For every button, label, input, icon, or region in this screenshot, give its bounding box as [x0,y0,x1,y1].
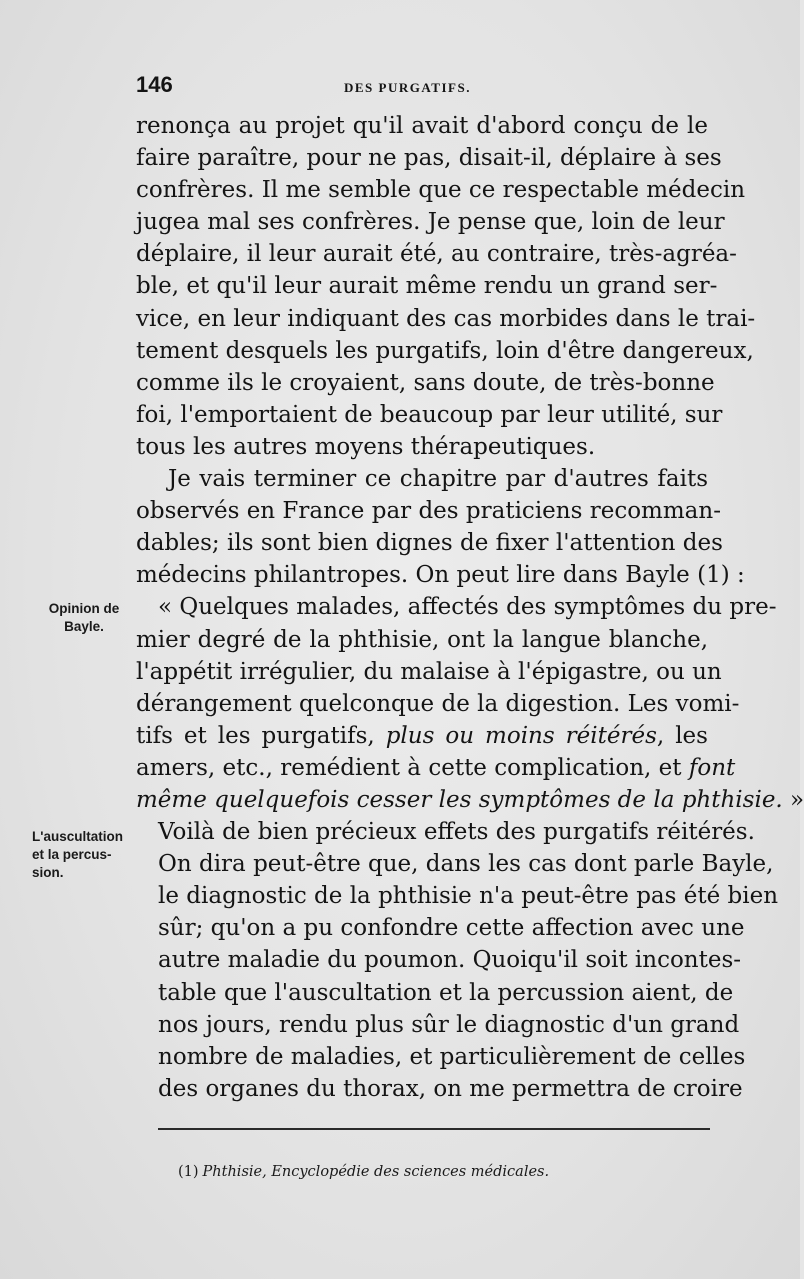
text-line: table que l'auscultation et la percussion aient, de [158,979,734,1006]
footnote-marker: (1) [178,1164,199,1180]
text-line [136,784,804,816]
text-segment: tifs et les purgatifs, [136,722,386,749]
text-line: ble, et qu'il leur aurait même rendu un grand ser- [136,273,718,300]
text-line: vice, en leur indiquant des cas morbides dans le trai- [136,305,756,332]
text-line: tement desquels les purgatifs, loin d'être dangereux, [136,337,754,364]
margin-note-line: Opinion de [48,601,120,616]
text-line: foi, l'emportaient de beaucoup par leur utilité, sur [136,401,723,428]
page-header [136,72,696,102]
running-head: DES PURGATIFS. [344,80,471,95]
text-line: confrères. Il me semble que ce respectable médecin [136,177,746,204]
margin-note-opinion-bayle [34,600,134,636]
text-line: le diagnostic de la phthisie n'a peut-être pas été bien [158,883,779,910]
margin-note-line: sion. [32,865,64,880]
text-line: déplaire, il leur aurait été, au contraire, très-agréa- [136,241,737,268]
text-line: dérangement quelconque de la digestion. Les vomi- [136,690,740,717]
text-line: Je vais terminer ce chapitre par d'autres faits [168,466,708,493]
margin-note-line: et la percus- [32,847,112,862]
text-line: nos jours, rendu plus sûr le diagnostic d'un grand [158,1011,740,1038]
text-line: l'appétit irrégulier, du malaise à l'épigastre, ou un [136,658,722,685]
footnote-rule [158,1128,710,1130]
text-line: faire paraître, pour ne pas, disait-il, déplaire à ses [136,145,722,172]
text-line [136,752,736,784]
text-line: Voilà de bien précieux effets des purgatifs réitérés. [158,819,755,846]
margin-note-line: L'auscultation [32,829,123,844]
margin-note-auscultation [32,828,142,882]
text-line: tous les autres moyens thérapeutiques. [136,433,596,460]
margin-note-line: Bayle. [64,619,104,634]
body-text [136,110,804,1105]
text-line: renonça au projet qu'il avait d'abord conçu de le [136,113,708,139]
italic-text-segment: font [688,754,736,781]
italic-text-segment: même quelquefois cesser les symptômes de la phthisie. [136,786,783,813]
text-line: dables; ils sont bien dignes de fixer l'attention des [136,530,723,557]
text-line: observés en France par des praticiens recomman- [136,498,721,525]
text-line: On dira peut-être que, dans les cas dont parle Bayle, [158,851,774,878]
footnote-text: Phthisie, Encyclopédie des sciences médicales. [202,1164,550,1180]
text-line: « Quelques malades, affectés des symptômes du pre- [158,594,777,621]
footnote [178,1164,549,1180]
text-line: médecins philantropes. On peut lire dans Bayle (1) : [136,562,745,589]
text-line: autre maladie du poumon. Quoiqu'il soit incontes- [158,947,742,974]
text-line: des organes du thorax, on me permettra de croire [158,1075,743,1102]
text-line: nombre de maladies, et particulièrement de celles [158,1043,746,1070]
text-line [136,720,708,752]
text-segment: amers, etc., remédient à cette complication, et [136,754,689,781]
italic-text-segment: plus ou moins réitérés [385,722,657,749]
text-line: jugea mal ses confrères. Je pense que, loin de leur [136,209,725,236]
text-line: sûr; qu'on a pu confondre cette affection avec une [158,915,745,942]
page-number: 146 [136,72,173,97]
text-line: comme ils le croyaient, sans doute, de très-bonne [136,369,715,396]
text-segment: » [782,786,804,813]
text-segment: , les [656,722,708,749]
text-line: mier degré de la phthisie, ont la langue blanche, [136,626,708,653]
